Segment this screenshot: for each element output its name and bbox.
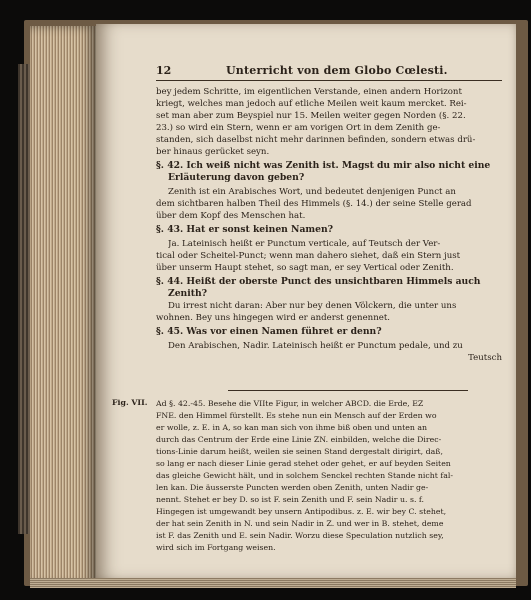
note-line: so lang er nach dieser Linie gerad stehet oder gehet, er auf beyden Seiten xyxy=(156,459,451,468)
running-head: Unterricht von dem Globo Cœlesti. xyxy=(226,64,448,77)
footnote-rule xyxy=(228,390,468,391)
note-line: durch das Centrum der Erde eine Linie ZN. einbilden, welche die Direc- xyxy=(156,435,442,444)
question-heading: §. 45. Was vor einen Namen führet er denn? xyxy=(156,326,382,337)
note-line: das gleiche Gewicht hält, und in solchem Senckel rechten Stande nicht fal- xyxy=(156,471,454,480)
note-line: tions-Linie darum heißt, weilen sie seinen Stand dergestalt dirigirt, daß, xyxy=(156,447,443,456)
text-line: über unserm Haupt stehet, so sagt man, er sey Vertical oder Zenith. xyxy=(156,263,454,273)
question-heading: Erläuterung davon geben? xyxy=(168,172,305,183)
text-line: 23.) so wird ein Stern, wenn er am vorigen Ort in dem Zenith ge- xyxy=(156,123,441,133)
note-line: der hat sein Zenith in N. und sein Nadir in Z. und wer in B. stehet, deme xyxy=(156,519,444,528)
text-line: Ja. Lateinisch heißt er Punctum verticale, auf Teutsch der Ver- xyxy=(168,239,441,249)
page-bottom-edge xyxy=(30,578,516,588)
book-page xyxy=(96,24,516,578)
text-line: Den Arabischen, Nadir. Lateinisch heißt er Punctum pedale, und zu xyxy=(168,341,463,351)
note-line: FNE. den Himmel fürstellt. Es stehe nun ein Mensch auf der Erden wo xyxy=(156,411,437,420)
note-line: er wolle, z. E. in A, so kan man sich von ihme biß oben und unten an xyxy=(156,423,428,432)
text-line: dem sichtbaren halben Theil des Himmels (§. 14.) der seine Stelle gerad xyxy=(156,199,472,209)
question-heading: §. 44. Heißt der oberste Punct des unsichtbaren Himmels auch xyxy=(156,276,481,287)
text-line: ber hinaus gerücket seyn. xyxy=(156,147,270,157)
page-number: 12 xyxy=(156,64,172,77)
catchword: Teutsch xyxy=(468,353,502,363)
note-line: nennt. Stehet er bey D. so ist F. sein Zenith und F. sein Nadir u. s. f. xyxy=(156,495,425,504)
text-line: bey jedem Schritte, im eigentlichen Verstande, einen andern Horizont xyxy=(156,87,462,97)
page-fore-edge xyxy=(30,26,96,586)
book-spine-edge xyxy=(18,64,30,534)
header-rule xyxy=(156,80,502,81)
text-line: tical oder Scheitel-Punct; wenn man dahero siehet, daß ein Stern just xyxy=(156,251,461,261)
question-heading: Zenith? xyxy=(168,288,208,299)
text-line: kriegt, welches man jedoch auf etliche Meilen weit kaum mercket. Rei- xyxy=(156,99,467,109)
figure-margin-note: Fig. VII. xyxy=(112,398,148,407)
text-line: standen, sich daselbst nicht mehr darinnen befinden, sondern etwas drü- xyxy=(156,135,476,145)
note-line: Hingegen ist umgewandt bey unsern Antipodibus. z. E. wir bey C. stehet, xyxy=(156,507,447,516)
question-heading: §. 42. Ich weiß nicht was Zenith ist. Magst du mir also nicht eine xyxy=(156,160,491,171)
text-line: wohnen. Bey uns hingegen wird er anderst genennet. xyxy=(156,313,391,323)
note-line: Ad §. 42.-45. Besehe die VIIte Figur, in welcher ABCD. die Erde, EZ xyxy=(156,399,424,408)
note-line: wird sich im Fortgang weisen. xyxy=(156,543,276,552)
page-header xyxy=(156,64,502,80)
text-line: Zenith ist ein Arabisches Wort, und bedeutet denjenigen Punct an xyxy=(168,187,456,197)
note-line: ist F. das Zenith und E. sein Nadir. Worzu diese Speculation nutzlich sey, xyxy=(156,531,444,540)
note-line: len kan. Die äusserste Puncten werden oben Zenith, unten Nadir ge- xyxy=(156,483,429,492)
text-line: set man aber zum Beyspiel nur 15. Meilen weiter gegen Norden (§. 22. xyxy=(156,111,466,121)
text-line: über dem Kopf des Menschen hat. xyxy=(156,211,306,221)
text-line: Du irrest nicht daran: Aber nur bey denen Völckern, die unter uns xyxy=(168,301,457,311)
question-heading: §. 43. Hat er sonst keinen Namen? xyxy=(156,224,334,235)
